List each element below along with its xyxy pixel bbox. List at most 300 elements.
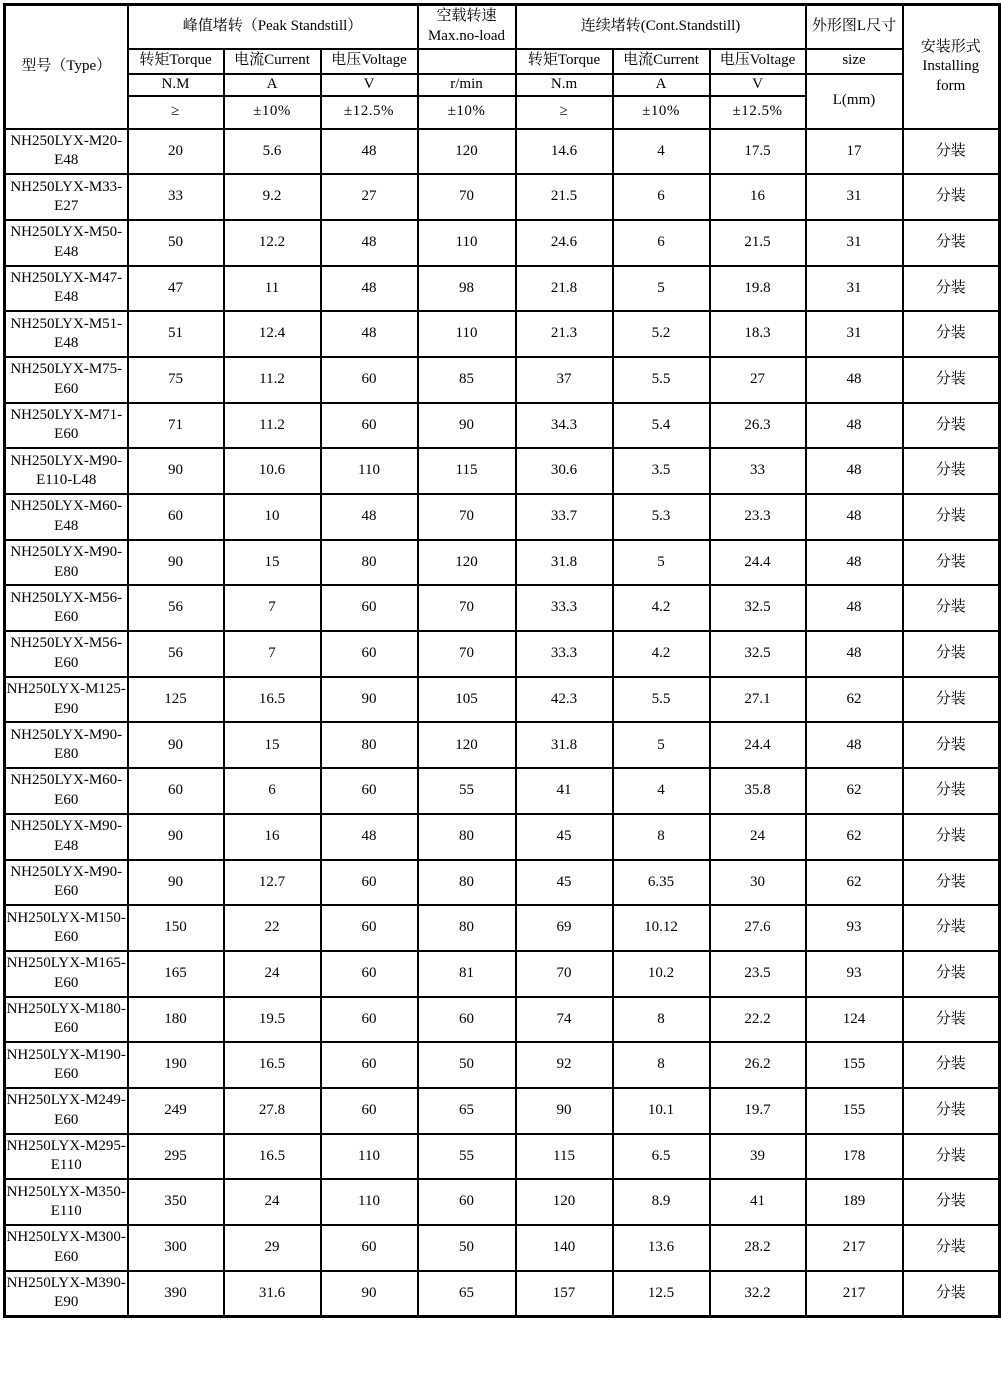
cont-current-cell: 8 xyxy=(613,1042,710,1088)
table-row xyxy=(5,677,1000,723)
model-cell: NH250LYX-M47-E48 xyxy=(5,266,128,312)
install-form-cell: 分装 xyxy=(903,448,1000,494)
peak-voltage-cell: 48 xyxy=(321,494,418,540)
tol-peak-torque: ≥ xyxy=(128,96,224,129)
model-cell: NH250LYX-M390-E90 xyxy=(5,1271,128,1317)
col-header-cont-voltage: 电压Voltage xyxy=(710,49,806,74)
size-l-cell: 31 xyxy=(806,174,903,220)
peak-torque-cell: 90 xyxy=(128,814,224,860)
cont-torque-cell: 21.3 xyxy=(516,311,613,357)
noload-rpm-cell: 60 xyxy=(418,1179,516,1225)
table-row xyxy=(5,1042,1000,1088)
tol-peak-voltage: ±12.5% xyxy=(321,96,418,129)
peak-voltage-cell: 110 xyxy=(321,1134,418,1180)
peak-current-cell: 22 xyxy=(224,905,321,951)
peak-current-cell: 16.5 xyxy=(224,1042,321,1088)
cont-torque-cell: 74 xyxy=(516,997,613,1043)
size-l-cell: 48 xyxy=(806,403,903,449)
noload-rpm-cell: 70 xyxy=(418,585,516,631)
col-header-install xyxy=(903,5,1000,129)
cont-torque-cell: 33.7 xyxy=(516,494,613,540)
table-row xyxy=(5,540,1000,586)
noload-rpm-cell: 55 xyxy=(418,1134,516,1180)
unit-cont-voltage: V xyxy=(710,74,806,96)
unit-size-length: L(mm) xyxy=(806,74,903,129)
tol-cont-voltage: ±12.5% xyxy=(710,96,806,129)
peak-voltage-cell: 80 xyxy=(321,540,418,586)
cont-current-cell: 5.4 xyxy=(613,403,710,449)
cont-torque-cell: 92 xyxy=(516,1042,613,1088)
unit-peak-voltage: V xyxy=(321,74,418,96)
cont-voltage-cell: 23.5 xyxy=(710,951,806,997)
noload-rpm-cell: 80 xyxy=(418,814,516,860)
peak-current-cell: 12.7 xyxy=(224,860,321,906)
cont-voltage-cell: 27 xyxy=(710,357,806,403)
cont-current-cell: 12.5 xyxy=(613,1271,710,1317)
cont-torque-cell: 37 xyxy=(516,357,613,403)
install-form-cell: 分装 xyxy=(903,1225,1000,1271)
table-row xyxy=(5,357,1000,403)
table-row xyxy=(5,494,1000,540)
peak-current-cell: 15 xyxy=(224,722,321,768)
tol-noload-rpm: ±10% xyxy=(418,96,516,129)
peak-current-cell: 16.5 xyxy=(224,1134,321,1180)
model-cell: NH250LYX-M165-E60 xyxy=(5,951,128,997)
model-cell: NH250LYX-M125-E90 xyxy=(5,677,128,723)
cont-current-cell: 5 xyxy=(613,722,710,768)
model-cell: NH250LYX-M60-E48 xyxy=(5,494,128,540)
install-form-cell: 分装 xyxy=(903,1042,1000,1088)
model-cell: NH250LYX-M75-E60 xyxy=(5,357,128,403)
cont-voltage-cell: 30 xyxy=(710,860,806,906)
peak-voltage-cell: 60 xyxy=(321,1042,418,1088)
cont-voltage-cell: 18.3 xyxy=(710,311,806,357)
model-cell: NH250LYX-M20-E48 xyxy=(5,129,128,175)
peak-voltage-cell: 60 xyxy=(321,1088,418,1134)
table-row xyxy=(5,860,1000,906)
cont-current-cell: 4.2 xyxy=(613,631,710,677)
cont-current-cell: 10.2 xyxy=(613,951,710,997)
unit-cont-current: A xyxy=(613,74,710,96)
noload-rpm-cell: 110 xyxy=(418,220,516,266)
cont-voltage-cell: 39 xyxy=(710,1134,806,1180)
peak-voltage-cell: 110 xyxy=(321,448,418,494)
model-cell: NH250LYX-M249-E60 xyxy=(5,1088,128,1134)
size-l-cell: 62 xyxy=(806,860,903,906)
size-l-cell: 189 xyxy=(806,1179,903,1225)
install-label-en2: form xyxy=(936,77,966,94)
tol-cont-torque: ≥ xyxy=(516,96,613,129)
size-l-cell: 62 xyxy=(806,768,903,814)
peak-voltage-cell: 60 xyxy=(321,905,418,951)
install-form-cell: 分装 xyxy=(903,174,1000,220)
peak-torque-cell: 300 xyxy=(128,1225,224,1271)
install-form-cell: 分装 xyxy=(903,585,1000,631)
size-l-cell: 31 xyxy=(806,266,903,312)
model-cell: NH250LYX-M190-E60 xyxy=(5,1042,128,1088)
peak-torque-cell: 350 xyxy=(128,1179,224,1225)
install-form-cell: 分装 xyxy=(903,860,1000,906)
peak-current-cell: 5.6 xyxy=(224,129,321,175)
table-row xyxy=(5,448,1000,494)
peak-current-cell: 11.2 xyxy=(224,403,321,449)
cont-torque-cell: 21.8 xyxy=(516,266,613,312)
cont-voltage-cell: 41 xyxy=(710,1179,806,1225)
cont-current-cell: 4 xyxy=(613,129,710,175)
peak-voltage-cell: 27 xyxy=(321,174,418,220)
cont-voltage-cell: 19.8 xyxy=(710,266,806,312)
cont-voltage-cell: 22.2 xyxy=(710,997,806,1043)
peak-torque-cell: 51 xyxy=(128,311,224,357)
col-header-peak-torque: 转矩Torque xyxy=(128,49,224,74)
install-form-cell: 分装 xyxy=(903,1271,1000,1317)
peak-current-cell: 24 xyxy=(224,1179,321,1225)
model-cell: NH250LYX-M51-E48 xyxy=(5,311,128,357)
cont-current-cell: 8 xyxy=(613,814,710,860)
cont-torque-cell: 31.8 xyxy=(516,540,613,586)
peak-current-cell: 11.2 xyxy=(224,357,321,403)
peak-torque-cell: 20 xyxy=(128,129,224,175)
table-row xyxy=(5,585,1000,631)
model-cell: NH250LYX-M60-E60 xyxy=(5,768,128,814)
table-row xyxy=(5,722,1000,768)
model-cell: NH250LYX-M150-E60 xyxy=(5,905,128,951)
cont-current-cell: 13.6 xyxy=(613,1225,710,1271)
col-header-peak-group: 峰值堵转（Peak Standstill） xyxy=(128,5,418,49)
unit-noload-rpm: r/min xyxy=(418,74,516,96)
model-cell: NH250LYX-M90-E48 xyxy=(5,814,128,860)
cont-torque-cell: 31.8 xyxy=(516,722,613,768)
size-l-cell: 31 xyxy=(806,311,903,357)
peak-current-cell: 10 xyxy=(224,494,321,540)
table-row xyxy=(5,311,1000,357)
peak-voltage-cell: 60 xyxy=(321,860,418,906)
size-l-cell: 48 xyxy=(806,631,903,677)
cont-current-cell: 5 xyxy=(613,266,710,312)
install-form-cell: 分装 xyxy=(903,814,1000,860)
peak-voltage-cell: 60 xyxy=(321,997,418,1043)
install-label-en1: Installing xyxy=(922,58,980,74)
noload-label-cn: 空载转速 xyxy=(436,8,497,25)
cont-torque-cell: 140 xyxy=(516,1225,613,1271)
unit-cont-torque: N.m xyxy=(516,74,613,96)
noload-rpm-cell: 120 xyxy=(418,129,516,175)
cont-current-cell: 5.5 xyxy=(613,677,710,723)
table-row xyxy=(5,951,1000,997)
peak-voltage-cell: 60 xyxy=(321,768,418,814)
install-form-cell: 分装 xyxy=(903,129,1000,175)
peak-current-cell: 6 xyxy=(224,768,321,814)
peak-torque-cell: 150 xyxy=(128,905,224,951)
col-header-type: 型号（Type） xyxy=(5,5,128,129)
install-form-cell: 分装 xyxy=(903,997,1000,1043)
cont-current-cell: 6.5 xyxy=(613,1134,710,1180)
tol-peak-current: ±10% xyxy=(224,96,321,129)
size-l-cell: 62 xyxy=(806,814,903,860)
size-l-cell: 217 xyxy=(806,1271,903,1317)
model-cell: NH250LYX-M90-E80 xyxy=(5,540,128,586)
cont-voltage-cell: 35.8 xyxy=(710,768,806,814)
peak-current-cell: 7 xyxy=(224,585,321,631)
noload-rpm-cell: 70 xyxy=(418,174,516,220)
size-l-cell: 48 xyxy=(806,494,903,540)
peak-voltage-cell: 60 xyxy=(321,403,418,449)
noload-rpm-cell: 70 xyxy=(418,494,516,540)
peak-current-cell: 7 xyxy=(224,631,321,677)
noload-rpm-cell: 50 xyxy=(418,1042,516,1088)
tol-cont-current: ±10% xyxy=(613,96,710,129)
table-row xyxy=(5,220,1000,266)
peak-torque-cell: 60 xyxy=(128,494,224,540)
size-l-cell: 48 xyxy=(806,722,903,768)
peak-voltage-cell: 60 xyxy=(321,631,418,677)
peak-torque-cell: 90 xyxy=(128,448,224,494)
peak-torque-cell: 165 xyxy=(128,951,224,997)
cont-voltage-cell: 23.3 xyxy=(710,494,806,540)
model-cell: NH250LYX-M90-E110-L48 xyxy=(5,448,128,494)
install-form-cell: 分装 xyxy=(903,1134,1000,1180)
cont-voltage-cell: 24 xyxy=(710,814,806,860)
cont-current-cell: 4 xyxy=(613,768,710,814)
peak-current-cell: 12.4 xyxy=(224,311,321,357)
model-cell: NH250LYX-M33-E27 xyxy=(5,174,128,220)
peak-current-cell: 16 xyxy=(224,814,321,860)
model-cell: NH250LYX-M350-E110 xyxy=(5,1179,128,1225)
size-l-cell: 124 xyxy=(806,997,903,1043)
size-l-cell: 93 xyxy=(806,905,903,951)
noload-rpm-cell: 105 xyxy=(418,677,516,723)
col-header-cont-current: 电流Current xyxy=(613,49,710,74)
size-l-cell: 62 xyxy=(806,677,903,723)
model-cell: NH250LYX-M71-E60 xyxy=(5,403,128,449)
noload-rpm-cell: 65 xyxy=(418,1271,516,1317)
peak-current-cell: 31.6 xyxy=(224,1271,321,1317)
size-l-cell: 31 xyxy=(806,220,903,266)
install-form-cell: 分装 xyxy=(903,540,1000,586)
cont-current-cell: 10.1 xyxy=(613,1088,710,1134)
noload-rpm-cell: 80 xyxy=(418,905,516,951)
peak-current-cell: 10.6 xyxy=(224,448,321,494)
peak-torque-cell: 47 xyxy=(128,266,224,312)
peak-current-cell: 29 xyxy=(224,1225,321,1271)
peak-voltage-cell: 48 xyxy=(321,220,418,266)
install-form-cell: 分装 xyxy=(903,768,1000,814)
install-form-cell: 分装 xyxy=(903,266,1000,312)
table-row xyxy=(5,1271,1000,1317)
peak-current-cell: 9.2 xyxy=(224,174,321,220)
noload-rpm-cell: 81 xyxy=(418,951,516,997)
cont-torque-cell: 90 xyxy=(516,1088,613,1134)
table-row xyxy=(5,129,1000,175)
model-cell: NH250LYX-M300-E60 xyxy=(5,1225,128,1271)
table-row xyxy=(5,814,1000,860)
peak-torque-cell: 90 xyxy=(128,722,224,768)
noload-rpm-cell: 120 xyxy=(418,722,516,768)
peak-voltage-cell: 48 xyxy=(321,814,418,860)
model-cell: NH250LYX-M180-E60 xyxy=(5,997,128,1043)
size-l-cell: 48 xyxy=(806,448,903,494)
table-body xyxy=(5,129,1000,1317)
cont-voltage-cell: 32.2 xyxy=(710,1271,806,1317)
install-form-cell: 分装 xyxy=(903,677,1000,723)
cont-torque-cell: 42.3 xyxy=(516,677,613,723)
cont-torque-cell: 115 xyxy=(516,1134,613,1180)
cont-current-cell: 8 xyxy=(613,997,710,1043)
cont-voltage-cell: 24.4 xyxy=(710,722,806,768)
peak-torque-cell: 90 xyxy=(128,860,224,906)
size-l-cell: 48 xyxy=(806,540,903,586)
noload-rpm-cell: 80 xyxy=(418,860,516,906)
peak-torque-cell: 90 xyxy=(128,540,224,586)
cont-voltage-cell: 19.7 xyxy=(710,1088,806,1134)
peak-voltage-cell: 60 xyxy=(321,585,418,631)
cont-current-cell: 4.2 xyxy=(613,585,710,631)
col-header-size-group: 外形图L尺寸 xyxy=(806,5,903,49)
install-form-cell: 分装 xyxy=(903,905,1000,951)
col-header-size-sub: size xyxy=(806,49,903,74)
peak-voltage-cell: 48 xyxy=(321,311,418,357)
cont-torque-cell: 69 xyxy=(516,905,613,951)
noload-rpm-cell: 120 xyxy=(418,540,516,586)
cont-current-cell: 6 xyxy=(613,174,710,220)
peak-voltage-cell: 80 xyxy=(321,722,418,768)
col-header-noload-group xyxy=(418,5,516,49)
peak-torque-cell: 60 xyxy=(128,768,224,814)
model-cell: NH250LYX-M56-E60 xyxy=(5,585,128,631)
size-l-cell: 93 xyxy=(806,951,903,997)
peak-voltage-cell: 90 xyxy=(321,677,418,723)
cont-current-cell: 5.2 xyxy=(613,311,710,357)
cont-torque-cell: 30.6 xyxy=(516,448,613,494)
cont-voltage-cell: 27.6 xyxy=(710,905,806,951)
cont-voltage-cell: 28.2 xyxy=(710,1225,806,1271)
table-row xyxy=(5,1088,1000,1134)
size-l-cell: 48 xyxy=(806,585,903,631)
cont-torque-cell: 34.3 xyxy=(516,403,613,449)
cont-voltage-cell: 21.5 xyxy=(710,220,806,266)
model-cell: NH250LYX-M90-E80 xyxy=(5,722,128,768)
cont-torque-cell: 24.6 xyxy=(516,220,613,266)
cont-voltage-cell: 26.3 xyxy=(710,403,806,449)
install-form-cell: 分装 xyxy=(903,357,1000,403)
peak-torque-cell: 295 xyxy=(128,1134,224,1180)
install-form-cell: 分装 xyxy=(903,631,1000,677)
peak-voltage-cell: 60 xyxy=(321,951,418,997)
unit-peak-current: A xyxy=(224,74,321,96)
peak-current-cell: 16.5 xyxy=(224,677,321,723)
col-header-cont-group: 连续堵转(Cont.Standstill) xyxy=(516,5,806,49)
col-header-cont-torque: 转矩Torque xyxy=(516,49,613,74)
peak-voltage-cell: 60 xyxy=(321,357,418,403)
model-cell: NH250LYX-M295-E110 xyxy=(5,1134,128,1180)
table-row xyxy=(5,997,1000,1043)
install-form-cell: 分装 xyxy=(903,722,1000,768)
cont-torque-cell: 120 xyxy=(516,1179,613,1225)
peak-torque-cell: 50 xyxy=(128,220,224,266)
model-cell: NH250LYX-M90-E60 xyxy=(5,860,128,906)
cont-torque-cell: 45 xyxy=(516,814,613,860)
cont-voltage-cell: 16 xyxy=(710,174,806,220)
cont-torque-cell: 41 xyxy=(516,768,613,814)
install-form-cell: 分装 xyxy=(903,403,1000,449)
cont-torque-cell: 45 xyxy=(516,860,613,906)
noload-rpm-cell: 90 xyxy=(418,403,516,449)
col-header-peak-current: 电流Current xyxy=(224,49,321,74)
unit-peak-torque: N.M xyxy=(128,74,224,96)
cont-current-cell: 3.5 xyxy=(613,448,710,494)
install-form-cell: 分装 xyxy=(903,1179,1000,1225)
cont-torque-cell: 33.3 xyxy=(516,631,613,677)
cont-current-cell: 6 xyxy=(613,220,710,266)
peak-current-cell: 27.8 xyxy=(224,1088,321,1134)
install-form-cell: 分装 xyxy=(903,951,1000,997)
peak-torque-cell: 190 xyxy=(128,1042,224,1088)
table-header xyxy=(5,5,1000,129)
cont-voltage-cell: 32.5 xyxy=(710,585,806,631)
cont-voltage-cell: 17.5 xyxy=(710,129,806,175)
noload-rpm-cell: 115 xyxy=(418,448,516,494)
cont-current-cell: 5 xyxy=(613,540,710,586)
cont-voltage-cell: 27.1 xyxy=(710,677,806,723)
peak-torque-cell: 71 xyxy=(128,403,224,449)
peak-current-cell: 19.5 xyxy=(224,997,321,1043)
cont-current-cell: 6.35 xyxy=(613,860,710,906)
peak-torque-cell: 180 xyxy=(128,997,224,1043)
peak-current-cell: 24 xyxy=(224,951,321,997)
table-row xyxy=(5,1225,1000,1271)
size-l-cell: 178 xyxy=(806,1134,903,1180)
size-l-cell: 155 xyxy=(806,1042,903,1088)
size-l-cell: 17 xyxy=(806,129,903,175)
cont-current-cell: 5.5 xyxy=(613,357,710,403)
peak-torque-cell: 75 xyxy=(128,357,224,403)
install-form-cell: 分装 xyxy=(903,494,1000,540)
cont-current-cell: 8.9 xyxy=(613,1179,710,1225)
peak-torque-cell: 249 xyxy=(128,1088,224,1134)
noload-rpm-cell: 55 xyxy=(418,768,516,814)
col-header-peak-voltage: 电压Voltage xyxy=(321,49,418,74)
size-l-cell: 155 xyxy=(806,1088,903,1134)
noload-rpm-cell: 85 xyxy=(418,357,516,403)
peak-torque-cell: 33 xyxy=(128,174,224,220)
peak-current-cell: 15 xyxy=(224,540,321,586)
table-row xyxy=(5,631,1000,677)
peak-torque-cell: 125 xyxy=(128,677,224,723)
peak-torque-cell: 56 xyxy=(128,631,224,677)
install-form-cell: 分装 xyxy=(903,220,1000,266)
model-cell: NH250LYX-M50-E48 xyxy=(5,220,128,266)
noload-rpm-cell: 110 xyxy=(418,311,516,357)
peak-voltage-cell: 60 xyxy=(321,1225,418,1271)
install-label-cn: 安装形式 xyxy=(920,38,981,55)
table-row xyxy=(5,1134,1000,1180)
peak-torque-cell: 56 xyxy=(128,585,224,631)
cont-current-cell: 5.3 xyxy=(613,494,710,540)
cont-torque-cell: 33.3 xyxy=(516,585,613,631)
cont-torque-cell: 157 xyxy=(516,1271,613,1317)
install-form-cell: 分装 xyxy=(903,1088,1000,1134)
cont-current-cell: 10.12 xyxy=(613,905,710,951)
table-row xyxy=(5,1179,1000,1225)
table-row xyxy=(5,905,1000,951)
cont-voltage-cell: 33 xyxy=(710,448,806,494)
peak-current-cell: 11 xyxy=(224,266,321,312)
cont-torque-cell: 21.5 xyxy=(516,174,613,220)
cont-torque-cell: 70 xyxy=(516,951,613,997)
size-l-cell: 48 xyxy=(806,357,903,403)
table-row xyxy=(5,768,1000,814)
motor-spec-table xyxy=(3,3,1001,1318)
